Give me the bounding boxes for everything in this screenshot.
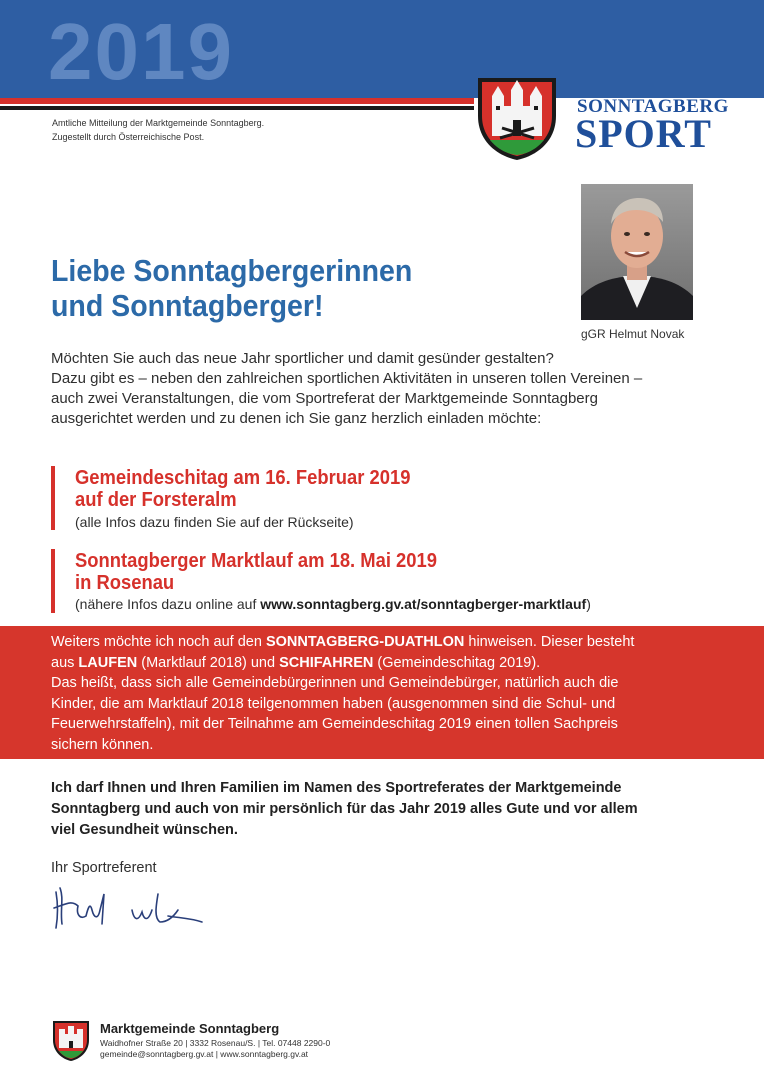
- intro-line: Dazu gibt es – neben den zahlreichen sportlichen Aktivitäten in unseren tollen Vereinen –: [51, 370, 643, 387]
- regards-text: Ihr Sportreferent: [51, 860, 157, 876]
- marktlauf-link[interactable]: www.sonntagberg.gv.at/sonntagberger-marktlauf: [260, 596, 587, 612]
- event-note-text: (nähere Infos dazu online auf: [75, 596, 261, 612]
- duathlon-text: [51, 632, 731, 755]
- duathlon-text-part: (Gemeindeschitag 2019).: [373, 654, 541, 671]
- duathlon-text-part: Weiters möchte ich noch auf den: [51, 634, 266, 650]
- event-title: [75, 550, 437, 594]
- intro-line: Möchten Sie auch das neue Jahr sportlicher und damit gesünder gestalten?: [51, 350, 554, 367]
- intro-line: auch zwei Veranstaltungen, die vom Sportreferat der Marktgemeinde Sonntagberg: [51, 390, 598, 407]
- duathlon-highlight: SCHIFAHREN: [279, 654, 374, 671]
- header-band: [0, 0, 764, 98]
- duathlon-line: sichern können.: [51, 736, 154, 753]
- signature-icon: [50, 880, 220, 932]
- event-note: [75, 595, 591, 613]
- footer-address-line: gemeinde@sonntagberg.gv.at | www.sonntagberg.gv.at: [100, 1049, 309, 1059]
- official-notice-line: Zugestellt durch Österreichische Post.: [52, 132, 205, 142]
- crest-icon: [476, 76, 558, 162]
- intro-paragraph: [51, 349, 711, 429]
- footer-address: [100, 1038, 330, 1060]
- official-notice-line: Amtliche Mitteilung der Marktgemeinde Sonntagberg.: [52, 118, 265, 128]
- duathlon-highlight: SONNTAGBERG-DUATHLON: [265, 634, 465, 650]
- intro-line: ausgerichtet werden und zu denen ich Sie ganz herzlich einladen möchte:: [51, 410, 542, 427]
- event-note-text: ): [586, 596, 591, 612]
- event-accent-bar: [51, 549, 55, 613]
- header-stripe-black: [0, 106, 474, 110]
- page-title-line: und Sonntagberger!: [51, 288, 324, 323]
- year-title: 2019: [48, 7, 234, 96]
- duathlon-line: Kinder, die am Marktlauf 2018 teilgenommen haben (ausgenommen sind die Schul- und: [51, 695, 616, 712]
- closing-line: viel Gesundheit wünschen.: [51, 822, 238, 838]
- event-title-line: auf der Forsteralm: [75, 489, 237, 511]
- closing-line: Sonntagberg und auch von mir persönlich für das Jahr 2019 alles Gute und vor allem: [51, 801, 638, 817]
- header-stripe-red: [0, 98, 474, 104]
- footer-municipality-name: Marktgemeinde Sonntagberg: [100, 1021, 280, 1036]
- event-title-line: Sonntagberger Marktlauf am 18. Mai 2019: [75, 550, 437, 572]
- closing-paragraph: [51, 778, 731, 841]
- event-note: (alle Infos dazu finden Sie auf der Rückseite): [75, 514, 354, 530]
- duathlon-line: [51, 653, 731, 674]
- footer-address-line: Waidhofner Straße 20 | 3332 Rosenau/S. | Tel. 07448 2290-0: [100, 1038, 331, 1048]
- closing-line: Ich darf Ihnen und Ihren Familien im Namen des Sportreferates der Marktgemeinde: [51, 780, 622, 796]
- duathlon-line: Feuerwehrstaffeln), mit der Teilnahme am Gemeindeschitag 2019 einen tollen Sachpreis: [51, 716, 618, 732]
- page-title-line: Liebe Sonntagbergerinnen: [51, 253, 413, 288]
- duathlon-line: [51, 632, 731, 653]
- portrait-photo: [581, 184, 693, 320]
- duathlon-text-part: (Marktlauf 2018) und: [137, 654, 280, 671]
- footer-crest-icon: [52, 1020, 90, 1062]
- official-notice: [52, 116, 264, 144]
- event-title-line: Gemeindeschitag am 16. Februar 2019: [75, 467, 411, 489]
- brand-wordmark-sport: SPORT: [575, 111, 712, 156]
- duathlon-text-part: aus: [51, 654, 79, 671]
- duathlon-text-part: hinweisen. Dieser besteht: [464, 634, 635, 650]
- duathlon-line: Das heißt, dass sich alle Gemeindebürgerinnen und Gemeindebürger, natürlich auch die: [51, 675, 619, 691]
- page-title: [51, 253, 412, 323]
- duathlon-highlight: LAUFEN: [78, 654, 138, 671]
- portrait-caption: gGR Helmut Novak: [581, 327, 685, 341]
- event-title: [75, 467, 410, 511]
- event-accent-bar: [51, 466, 55, 530]
- event-title-line: in Rosenau: [75, 572, 175, 594]
- brand-wordmark-top: SONNTAGBERG: [577, 96, 729, 117]
